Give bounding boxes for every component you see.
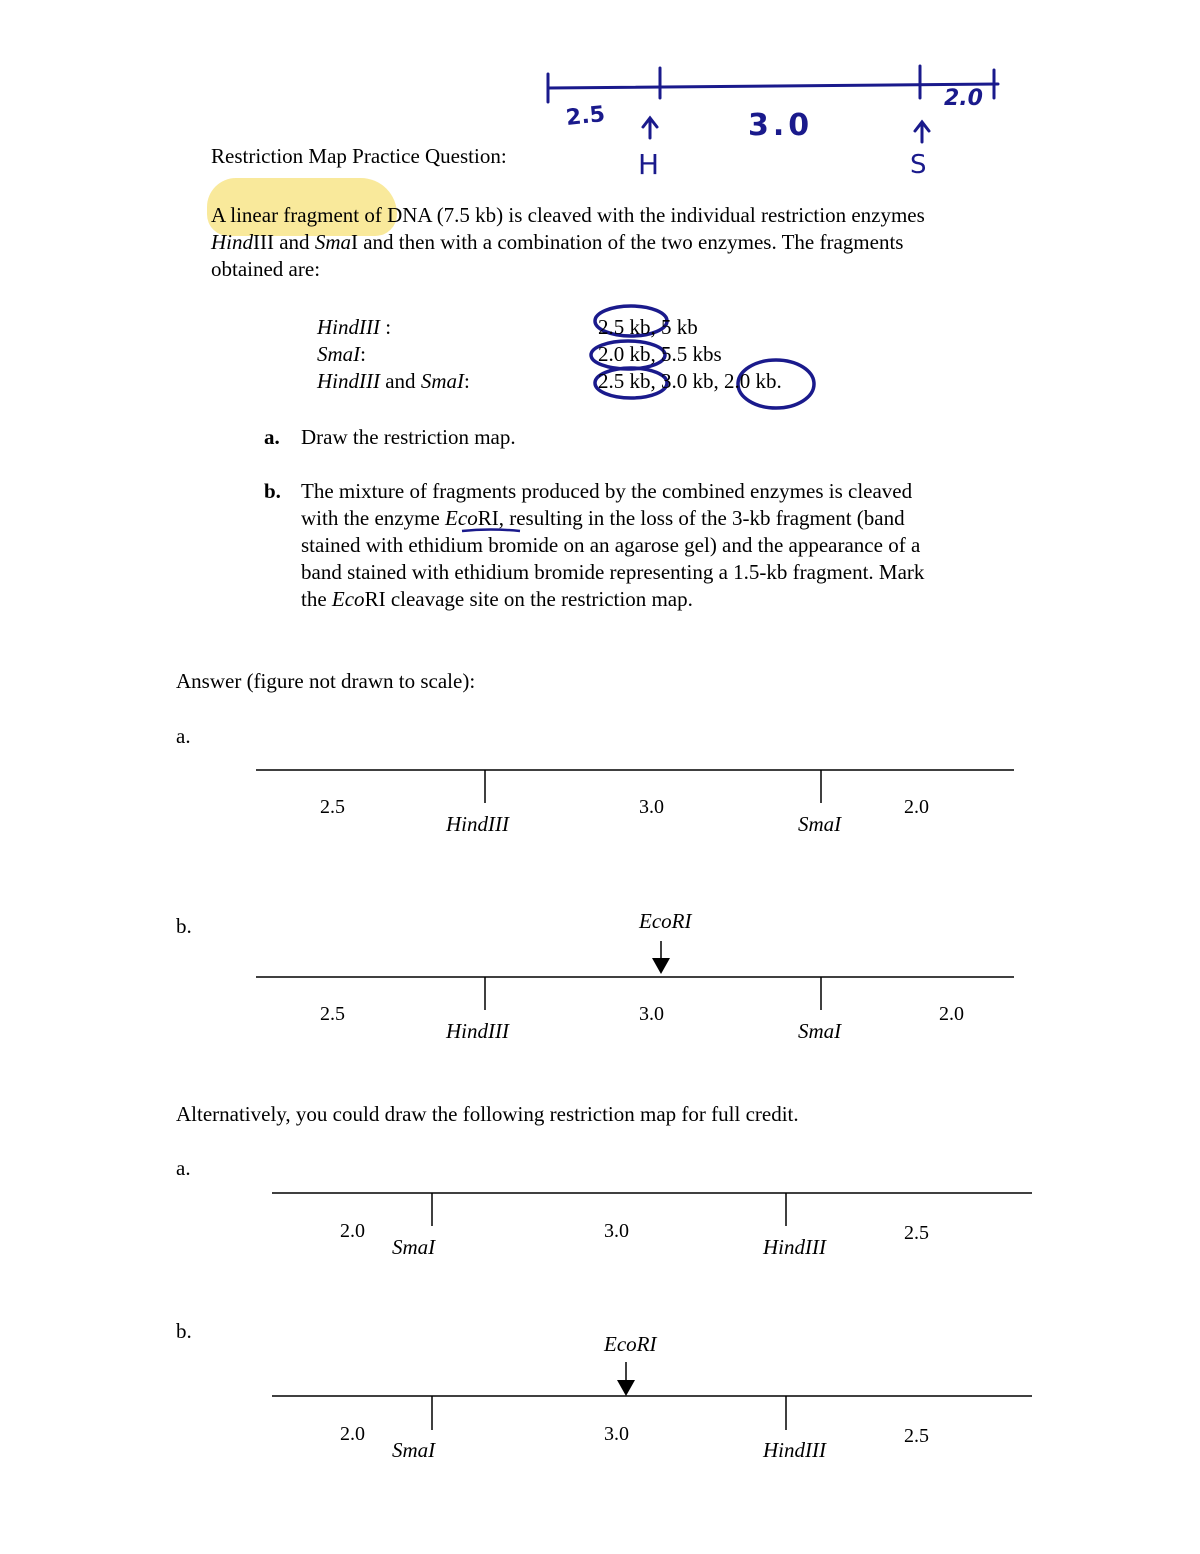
map1-site2: SmaI <box>798 812 842 836</box>
digest-label-combo: HindIII and SmaI: <box>317 369 470 393</box>
intro-sma-italic: Sma <box>314 230 351 254</box>
part-b-marker: b. <box>264 479 281 503</box>
map2-seg2: 3.0 <box>639 1003 664 1025</box>
part-a-marker: a. <box>264 425 280 449</box>
digest-fragments <box>598 314 782 395</box>
sketch-seg1-label: 2.5 <box>564 102 607 131</box>
intro-hind-italic: Hind <box>211 230 253 254</box>
digest-frags-sma: 2.0 kb, 5.5 kbs <box>598 342 722 366</box>
map1-seg2: 3.0 <box>639 796 664 818</box>
digest-frags-hind: 2.5 kb, 5 kb <box>598 315 698 339</box>
alt-label-a: a. <box>176 1156 191 1180</box>
sketch-line <box>548 84 998 88</box>
map1-seg1: 2.5 <box>320 796 345 818</box>
answer-label-b: b. <box>176 914 192 938</box>
map1-seg3: 2.0 <box>904 796 929 818</box>
map1-site1: HindIII <box>446 812 509 836</box>
map3-seg1: 2.0 <box>340 1220 365 1242</box>
sketch-seg3-label: 2.0 <box>944 86 983 111</box>
answer-label-a: a. <box>176 724 191 748</box>
part-b-text: The mixture of fragments produced by the combined enzymes is cleaved with the enzyme EcoRI, resulting in the loss of the 3-kb fragment (band stained with ethidium bromide on an agarose gel) and the appearance of a band stained with ethidium bromide representing a 1.5-kb fragment. Mark the EcoRI cleavage site on the restriction map. <box>301 479 925 611</box>
map2-site1: HindIII <box>446 1019 509 1043</box>
question-title: Restriction Map Practice Question: <box>211 144 507 168</box>
digest-labels <box>317 314 470 395</box>
map3-seg2: 3.0 <box>604 1220 629 1242</box>
intro-line-3: obtained are: <box>211 257 321 281</box>
map-2-lines <box>256 941 1014 1010</box>
map-4-lines <box>272 1362 1032 1430</box>
map4-cut-label: EcoRI <box>604 1332 657 1356</box>
map2-seg3: 2.0 <box>939 1003 964 1025</box>
digest-label-hind: HindIII : <box>317 315 392 339</box>
intro-and: and <box>279 230 310 254</box>
intro-line-2-rest: and then with a combination of the two enzymes. The fragments <box>363 230 904 254</box>
alt-label-b: b. <box>176 1319 192 1343</box>
map4-seg3: 2.5 <box>904 1425 929 1447</box>
intro-sma-roman: I <box>350 230 358 254</box>
map2-seg1: 2.5 <box>320 1003 345 1025</box>
map-4-arrowhead <box>617 1380 635 1396</box>
sketch-site-s: S <box>910 150 927 180</box>
map-1-lines <box>256 770 1014 803</box>
map2-cut-label: EcoRI <box>639 909 692 933</box>
intro-line-1: A linear fragment of DNA (7.5 kb) is cleaved with the individual restriction enzymes <box>211 203 925 227</box>
sketch-seg2-label: 3.0 <box>748 108 814 143</box>
map-2-arrowhead <box>652 958 670 974</box>
map3-seg3: 2.5 <box>904 1222 929 1244</box>
intro-hind-roman: III <box>253 230 274 254</box>
map4-site1: SmaI <box>392 1438 436 1462</box>
map2-site2: SmaI <box>798 1019 842 1043</box>
intro-line-2 <box>211 229 925 256</box>
sketch-site-h: H <box>638 148 660 181</box>
map3-site1: SmaI <box>392 1235 436 1259</box>
map4-seg1: 2.0 <box>340 1423 365 1445</box>
map3-site2: HindIII <box>763 1235 826 1259</box>
alt-heading: Alternatively, you could draw the following restriction map for full credit. <box>176 1102 799 1126</box>
digest-label-sma: SmaI: <box>317 342 367 366</box>
digest-frags-combo: 2.5 kb, 3.0 kb, 2.0 kb. <box>598 369 782 393</box>
answer-heading: Answer (figure not drawn to scale): <box>176 669 476 693</box>
map4-site2: HindIII <box>763 1438 826 1462</box>
map4-seg2: 3.0 <box>604 1423 629 1445</box>
question-intro <box>211 202 925 283</box>
part-a-text: Draw the restriction map. <box>301 425 516 449</box>
